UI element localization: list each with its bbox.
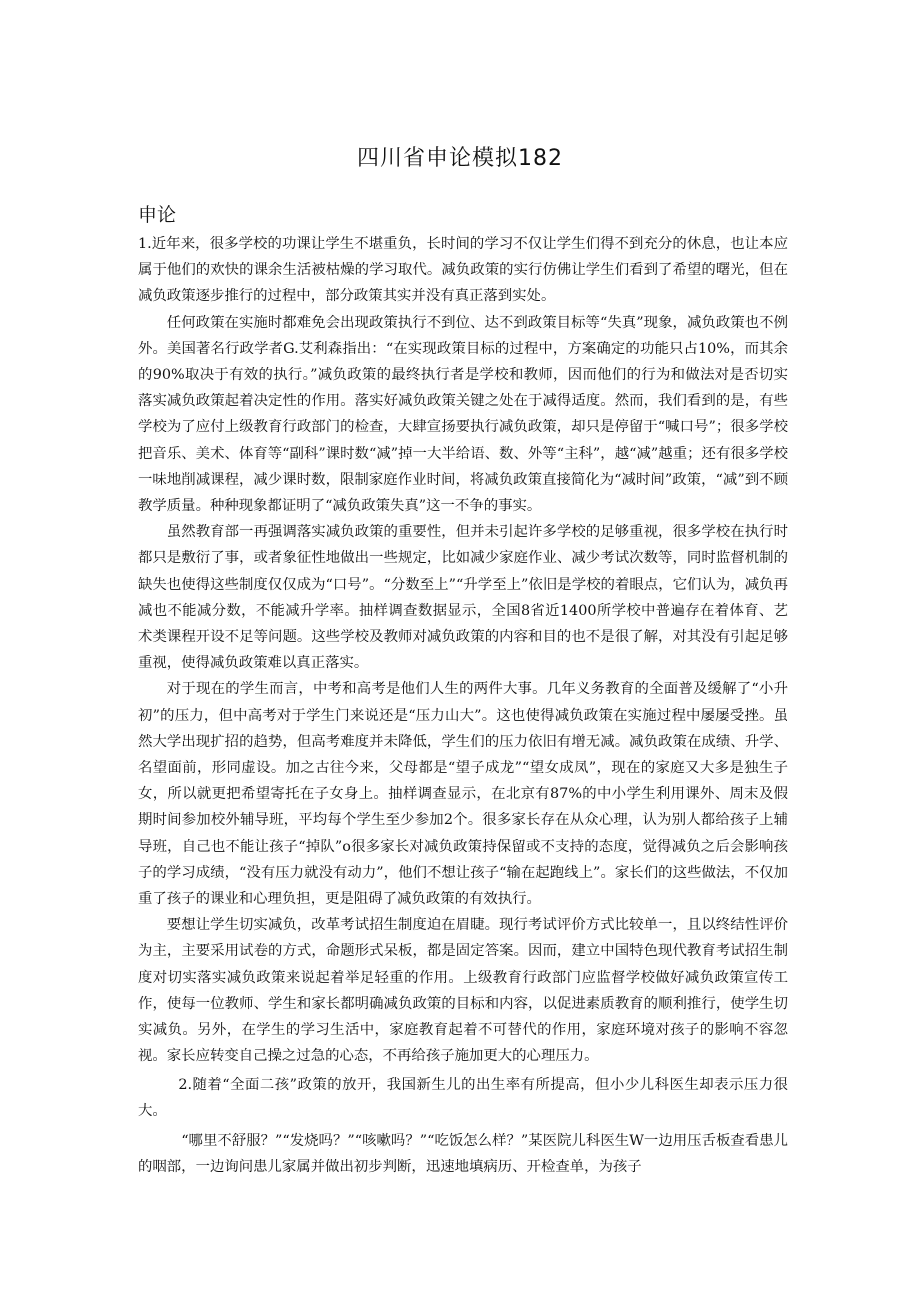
question-2-intro: 2.随着“全面二孩”政策的放开，我国新生儿的出生率有所提高，但小少儿科医生却表示压力很大。 (138, 1076, 788, 1119)
body-paragraph: 虽然教育部一再强调落实减负政策的重要性，但并未引起许多学校的足够重视，很多学校在执行时都只是敷衍了事，或者象征性地做出一些规定，比如减少家庭作业、减少考试次数等，同时监督机制的缺失也使得这些制度仅仅成为“口号”。“分数至上”“升学至上”依旧是学校的着眼点，它们认为，减负再减也不能减分数，不能减升学率。抽样调查数据显示，全国8省近1400所学校中普遍存在着体育、艺术类课程开设不足等问题。这些学校及教师对减负政策的内容和目的也不是很了解，对其没有引起足够重视，使得减负政策难以真正落实。 (138, 524, 788, 672)
body-paragraph: 要想让学生切实减负，改革考试招生制度迫在眉睫。现行考试评价方式比较单一，且以终结性评价为主，主要采用试卷的方式，命题形式呆板，都是固定答案。因而，建立中国特色现代教育考试招生制度对切实落实减负政策来说起着举足轻重的作用。上级教育行政部门应监督学校做好减负政策宣传工作，使每一位教师、学生和家长都明确减负政策的目标和内容，以促进素质教育的顺利推行，使学生切实减负。另外，在学生的学习生活中，家庭教育起着不可替代的作用，家庭环境对孩子的影响不容忽视。家长应转变自己操之过急的心态，不再给孩子施加更大的心理压力。 (138, 917, 788, 1065)
section-heading: 申论 (138, 204, 177, 226)
body-paragraph: 对于现在的学生而言，中考和高考是他们人生的两件大事。几年义务教育的全面普及缓解了“小升初”的压力，但中高考对于学生门来说还是“压力山大”。这也使得减负政策在实施过程中屡屡受挫。虽然大学出现扩招的趋势，但高考难度并未降低，学生们的压力依旧有增无减。减负政策在成绩、升学、名望面前，形同虚设。加之古往今来，父母都是“望子成龙”“望女成凤”，现在的家庭又大多是独生子女，所以就更把希望寄托在子女身上。抽样调查显示，在北京有87%的中小学生利用课外、周末及假期时间参加校外辅导班，平均每个学生至少参加2个。很多家长存在从众心理，认为别人都给孩子上辅导班，自己也不能让孩子“掉队”o很多家长对减负政策持保留或不支持的态度，觉得减负之后会影响孩子的学习成绩，“没有压力就没有动力”，他们不想让孩子“输在起跑线上”。家长们的这些做法，不仅加重了孩子的课业和心理负担，更是阻碍了减负政策的有效执行。 (138, 681, 788, 908)
page-title: 四川省申论模拟182 (357, 146, 563, 171)
body-paragraph: “哪里不舒服？”“发烧吗？”“咳嗽吗？”“吃饭怎么样？”某医院儿科医生W一边用压舌板查看患儿的咽部，一边询问患儿家属并做出初步判断，迅速地填病历、开检查单，为孩子 (138, 1132, 788, 1176)
document-body (138, 231, 788, 1180)
question-1-intro: 1.近年来，很多学校的功课让学生不堪重负，长时间的学习不仅让学生们得不到充分的休息，也让本应属于他们的欢快的课余生活被枯燥的学习取代。减负政策的实行仿佛让学生们看到了希望的曙光，但在减负政策逐步推行的过程中，部分政策其实并没有真正落到实处。 (138, 236, 788, 305)
body-paragraph: 任何政策在实施时都难免会出现政策执行不到位、达不到政策目标等“失真”现象，减负政策也不例外。美国著名行政学者G.艾利森指出：“在实现政策目标的过程中，方案确定的功能只占10%，而其余的90%取决于有效的执行。”减负政策的最终执行者是学校和教师，因而他们的行为和做法对是否切实落实减负政策起着决定性的作用。落实好减负政策关键之处在于减得适度。然而，我们看到的是，有些学校为了应付上级教育行政部门的检查，大肆宣扬要执行减负政策，却只是停留于“喊口号”；很多学校把音乐、美术、体育等“副科”课时数“减”掉一大半给语、数、外等“主科”，越“减”越重；还有很多学校一味地削减课程，减少课时数，限制家庭作业时间，将减负政策直接简化为“减时间”政策，“减”到不顾教学质量。种种现象都证明了“减负政策失真”这一不争的事实。 (138, 314, 788, 515)
